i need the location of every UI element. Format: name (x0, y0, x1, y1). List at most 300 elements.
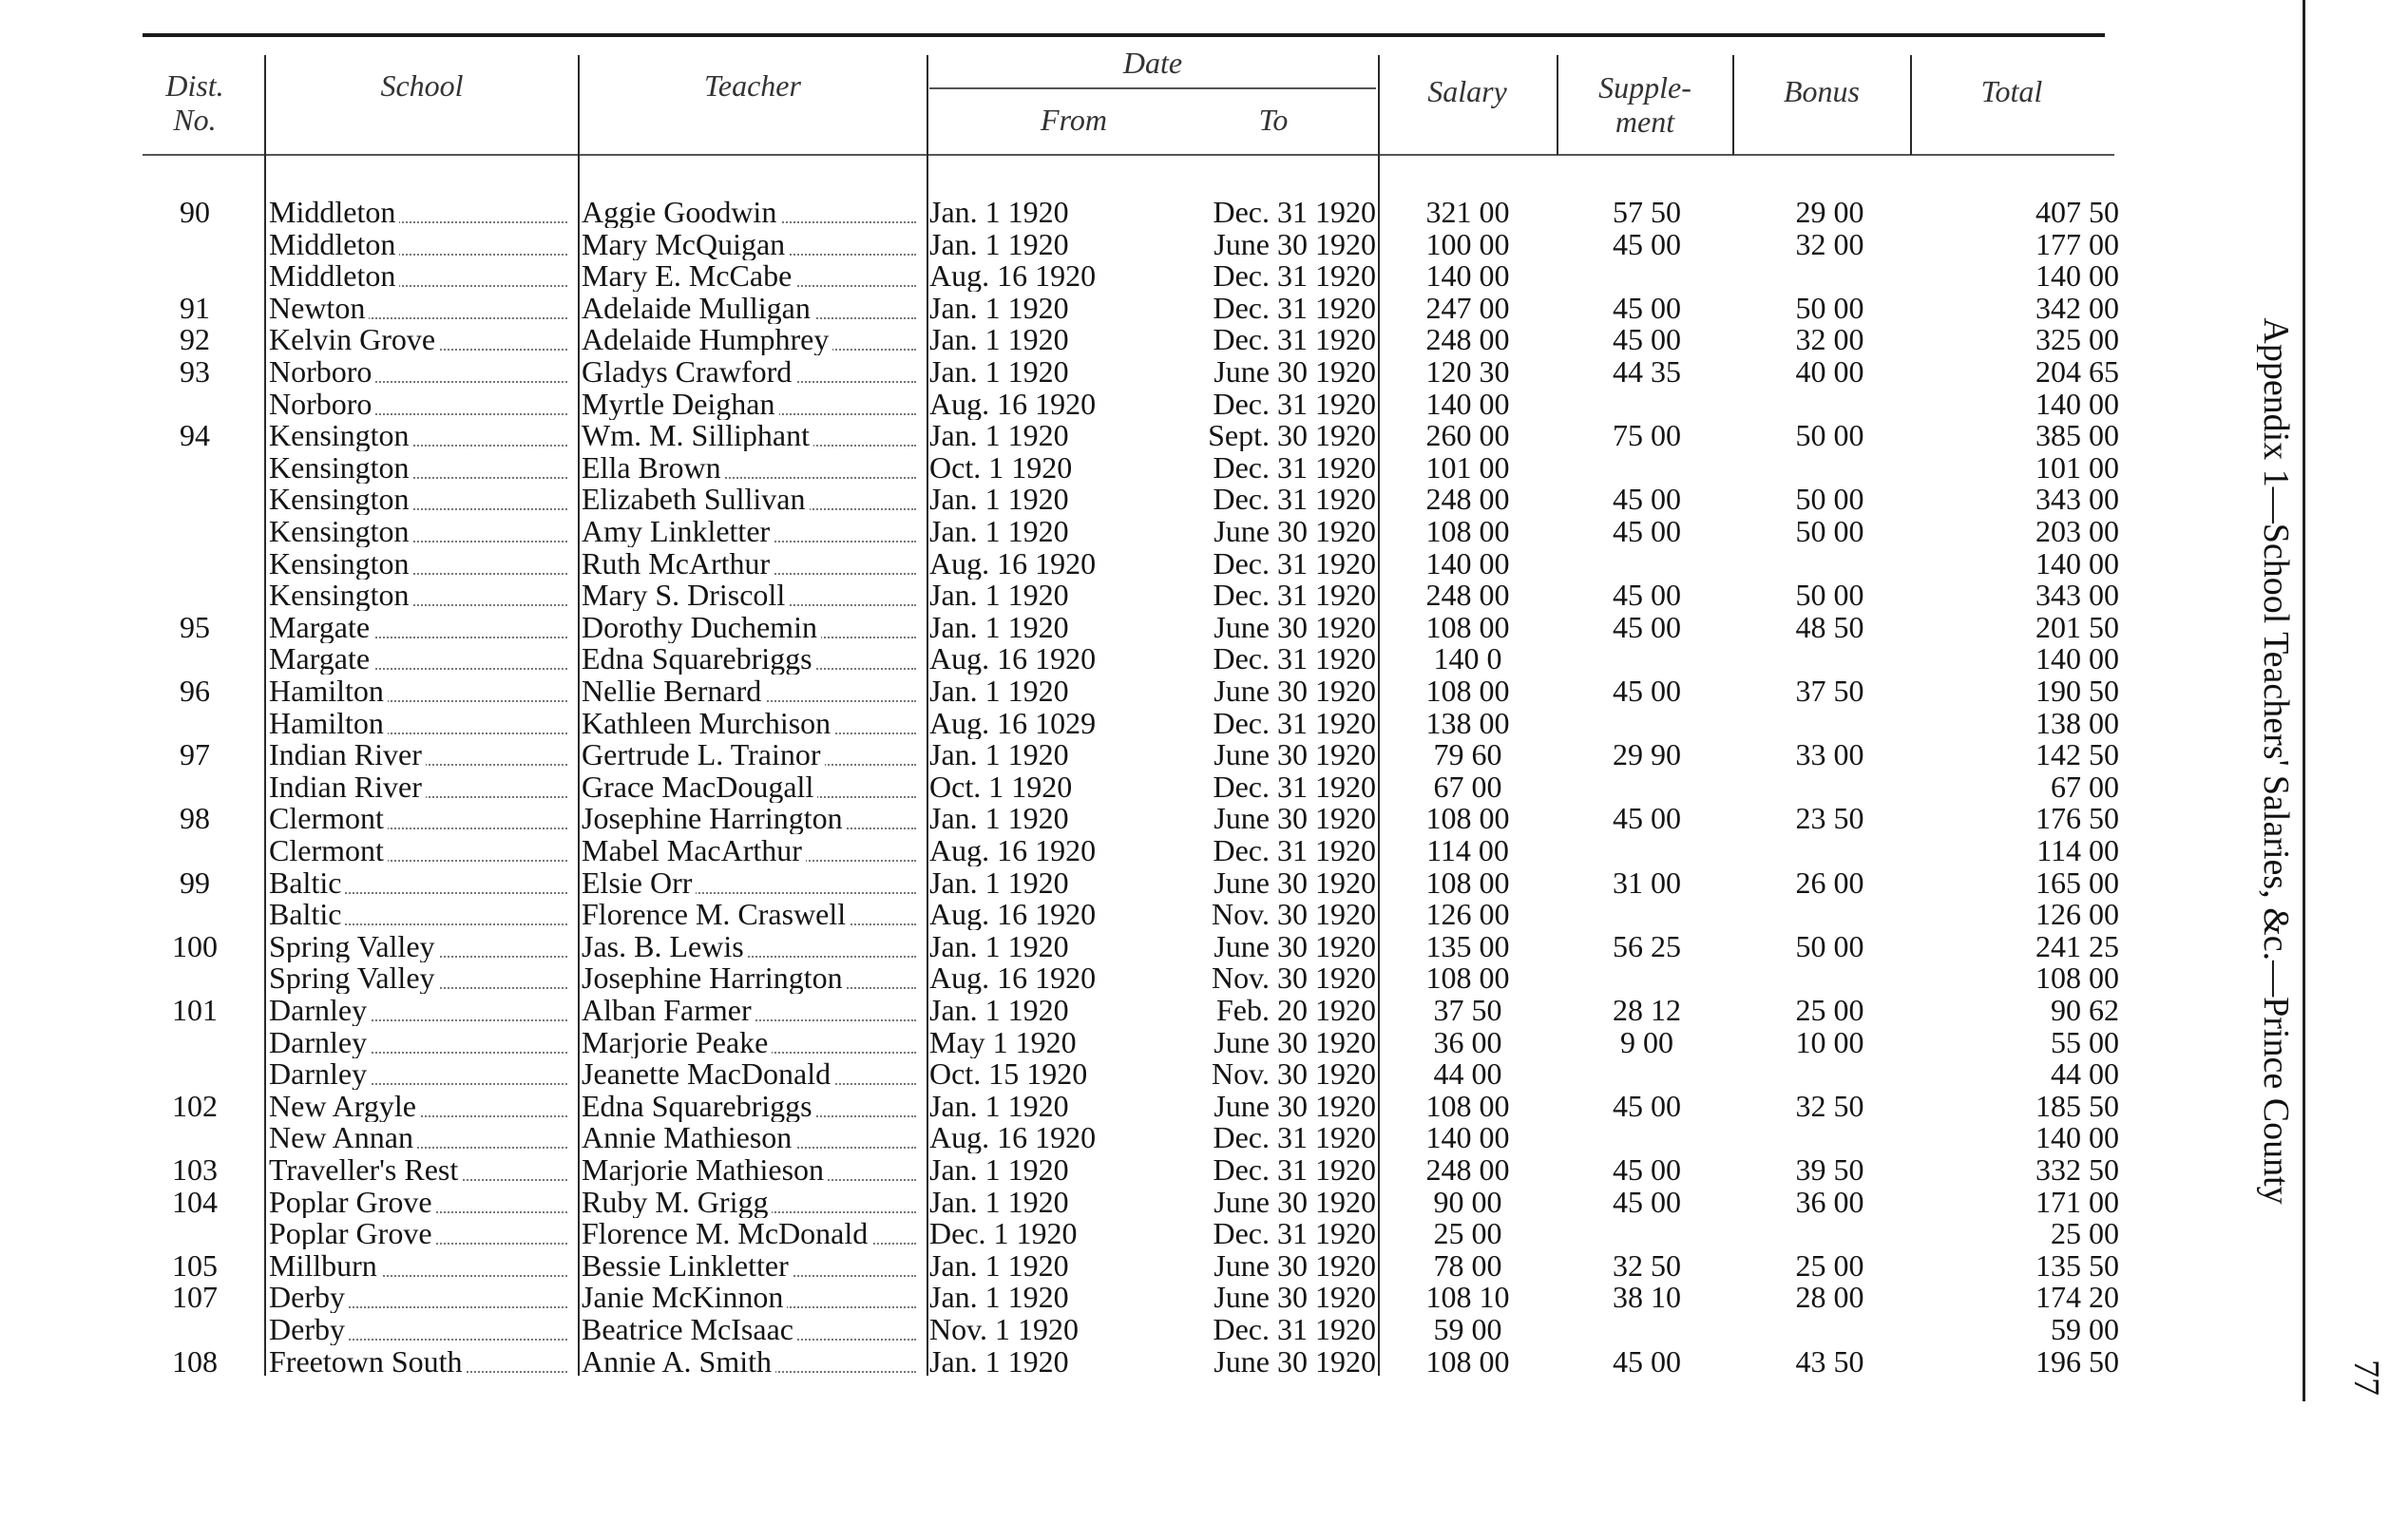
bonus-amount: 26 00 (1795, 866, 1864, 899)
school-name-text: Kensington (269, 516, 413, 547)
teacher-name-text: Josephine Harrington (582, 962, 847, 994)
total-amount: 126 00 (2035, 899, 2119, 931)
table-row (0, 548, 2319, 580)
total-amount: 241 25 (2035, 930, 2119, 962)
school-name-text: Derby (269, 1282, 349, 1313)
bonus-amount: 48 50 (1795, 611, 1864, 643)
school-name (269, 1187, 575, 1218)
table-row (0, 1058, 2319, 1090)
school-name (269, 643, 575, 675)
bonus-amount: 39 50 (1795, 1154, 1864, 1186)
teacher-name-text: Kathleen Murchison (582, 708, 834, 739)
table-row (0, 803, 2319, 834)
salary-amount: 248 00 (1425, 580, 1510, 612)
table-row (0, 356, 2319, 388)
supplement-amount: 29 90 (1613, 739, 1681, 771)
date-from: Jan. 1 1920 (929, 1282, 1069, 1314)
salary-amount: 108 00 (1425, 611, 1510, 643)
total-amount: 342 00 (2035, 292, 2119, 324)
dist-number: 99 (180, 866, 210, 899)
dist-number: 94 (180, 420, 210, 452)
salary-amount: 138 00 (1425, 707, 1510, 739)
date-to: June 30 1920 (1214, 356, 1376, 388)
school-name (269, 1091, 575, 1122)
school-name-text: Derby (269, 1314, 349, 1345)
date-from: Jan. 1 1920 (929, 675, 1069, 707)
header-dist-no: Dist. No. (165, 68, 224, 137)
total-amount: 44 00 (2051, 1058, 2119, 1091)
school-name (269, 452, 575, 484)
date-to: Dec. 31 1920 (1213, 388, 1376, 420)
date-to: June 30 1920 (1214, 1186, 1376, 1218)
date-to: June 30 1920 (1214, 739, 1376, 771)
school-name-text: Baltic (269, 867, 345, 899)
date-to: June 30 1920 (1214, 1090, 1376, 1122)
total-amount: 385 00 (2035, 420, 2119, 452)
school-name (269, 899, 575, 930)
teacher-name (582, 1091, 924, 1122)
salary-amount: 120 30 (1425, 356, 1510, 388)
date-from: Jan. 1 1920 (929, 1249, 1069, 1282)
school-name-text: Indian River (269, 739, 426, 771)
teacher-name (582, 739, 924, 771)
date-to: Nov. 30 1920 (1211, 899, 1376, 931)
school-name-text: Kensington (269, 452, 413, 484)
bonus-amount: 50 00 (1795, 484, 1864, 516)
total-amount: 140 00 (2035, 260, 2119, 293)
school-name-text: Newton (269, 293, 369, 324)
school-name-text: Poplar Grove (269, 1218, 436, 1249)
date-to: Dec. 31 1920 (1213, 835, 1376, 866)
header-supplement: Supple- ment (1598, 70, 1691, 139)
teacher-name (582, 197, 924, 228)
school-name (269, 1027, 575, 1058)
salary-amount: 108 00 (1425, 1345, 1510, 1378)
salary-amount: 321 00 (1425, 197, 1510, 228)
salary-amount: 126 00 (1425, 899, 1510, 931)
table-row (0, 1314, 2319, 1345)
total-amount: 140 00 (2035, 388, 2119, 420)
teacher-name (582, 260, 924, 292)
dist-number: 98 (180, 803, 210, 835)
total-amount: 140 00 (2035, 1122, 2119, 1154)
total-amount: 203 00 (2035, 516, 2119, 547)
dist-number: 90 (180, 197, 210, 228)
table-row (0, 1154, 2319, 1186)
school-name (269, 1154, 575, 1186)
teacher-name (582, 1058, 924, 1090)
salary-amount: 108 10 (1425, 1282, 1510, 1314)
header-teacher: Teacher (704, 68, 801, 103)
school-name-text: Margate (269, 612, 373, 643)
header-bonus: Bonus (1784, 74, 1860, 108)
total-amount: 55 00 (2051, 1026, 2119, 1058)
teacher-name-text: Gladys Crawford (582, 356, 795, 388)
teacher-name (582, 452, 924, 484)
date-to: Sept. 30 1920 (1208, 420, 1376, 452)
salary-amount: 25 00 (1433, 1218, 1502, 1250)
school-name (269, 995, 575, 1026)
school-name (269, 516, 575, 547)
bonus-amount: 28 00 (1795, 1282, 1864, 1314)
dist-number: 103 (172, 1154, 218, 1186)
salary-amount: 67 00 (1433, 771, 1502, 803)
bonus-amount: 50 00 (1795, 516, 1864, 547)
date-to: June 30 1920 (1214, 516, 1376, 547)
teacher-name-text: Mary E. McCabe (582, 260, 795, 292)
teacher-name-text: Jas. B. Lewis (582, 931, 748, 962)
date-sub-rule (929, 87, 1376, 89)
school-name-text: Middleton (269, 260, 399, 292)
supplement-amount: 75 00 (1613, 420, 1681, 452)
salary-amount: 140 00 (1425, 1122, 1510, 1154)
header-school: School (380, 68, 464, 103)
teacher-name-text: Dorothy Duchemin (582, 612, 821, 643)
dist-number: 100 (172, 930, 218, 962)
teacher-name (582, 420, 924, 451)
teacher-name-text: Ruby M. Grigg (582, 1187, 772, 1218)
teacher-name (582, 1187, 924, 1218)
salary-amount: 108 00 (1425, 1090, 1510, 1122)
school-name-text: Norboro (269, 356, 375, 388)
supplement-amount: 45 00 (1613, 1345, 1681, 1378)
total-amount: 25 00 (2051, 1218, 2119, 1250)
dist-number: 95 (180, 611, 210, 643)
table-row (0, 420, 2319, 451)
date-to: June 30 1920 (1214, 228, 1376, 260)
teacher-name-text: Mary S. Driscoll (582, 580, 789, 611)
dist-number: 105 (172, 1249, 218, 1282)
date-to: June 30 1920 (1214, 611, 1376, 643)
teacher-name-text: Marjorie Mathieson (582, 1154, 828, 1186)
header-date-to: To (1258, 103, 1289, 137)
date-to: Dec. 31 1920 (1213, 547, 1376, 580)
teacher-name-text: Nellie Bernard (582, 675, 765, 707)
date-from: Jan. 1 1920 (929, 611, 1069, 643)
dist-number: 101 (172, 995, 218, 1026)
teacher-name (582, 899, 924, 930)
teacher-name (582, 1250, 924, 1282)
date-to: Dec. 31 1920 (1213, 1218, 1376, 1250)
table-row (0, 484, 2319, 515)
teacher-name (582, 1282, 924, 1313)
teacher-name-text: Ella Brown (582, 452, 725, 484)
table-row (0, 899, 2319, 930)
date-from: Aug. 16 1920 (929, 547, 1097, 580)
school-name-text: Kensington (269, 420, 413, 451)
teacher-name-text: Elsie Orr (582, 867, 696, 899)
page-number: 77 (2346, 1360, 2386, 1396)
date-to: Nov. 30 1920 (1211, 1058, 1376, 1091)
school-name (269, 803, 575, 834)
school-name-text: Darnley (269, 995, 371, 1026)
date-to: Dec. 31 1920 (1213, 771, 1376, 803)
bonus-amount: 10 00 (1795, 1026, 1864, 1058)
teacher-name (582, 516, 924, 547)
salary-amount: 79 60 (1433, 739, 1502, 771)
total-amount: 108 00 (2035, 962, 2119, 995)
teacher-name-text: Annie Mathieson (582, 1122, 795, 1153)
total-amount: 114 00 (2036, 835, 2119, 866)
school-name (269, 1218, 575, 1249)
table-row (0, 1187, 2319, 1218)
school-name (269, 1346, 575, 1378)
salary-amount: 114 00 (1426, 835, 1509, 866)
table-row (0, 675, 2319, 707)
salary-amount: 78 00 (1433, 1249, 1502, 1282)
bonus-amount: 50 00 (1795, 580, 1864, 612)
teacher-name-text: Beatrice McIsaac (582, 1314, 797, 1345)
school-name (269, 675, 575, 707)
teacher-name-text: Gertrude L. Trainor (582, 739, 825, 771)
table-row (0, 708, 2319, 739)
teacher-name-text: Bessie Linkletter (582, 1250, 793, 1282)
dist-number: 102 (172, 1090, 218, 1122)
total-amount: 204 65 (2035, 356, 2119, 388)
school-name (269, 708, 575, 739)
table-row (0, 229, 2319, 260)
date-from: Aug. 16 1920 (929, 835, 1097, 866)
table-row (0, 260, 2319, 292)
teacher-name (582, 484, 924, 515)
total-amount: 140 00 (2035, 547, 2119, 580)
bonus-amount: 37 50 (1795, 675, 1864, 707)
date-from: Oct. 1 1920 (929, 451, 1073, 484)
salary-amount: 36 00 (1433, 1026, 1502, 1058)
total-amount: 140 00 (2035, 643, 2119, 675)
date-from: Nov. 1 1920 (929, 1314, 1080, 1345)
date-from: Aug. 16 1920 (929, 643, 1097, 675)
salary-amount: 37 50 (1433, 995, 1502, 1026)
school-name-text: Traveller's Rest (269, 1154, 462, 1186)
supplement-amount: 45 00 (1613, 484, 1681, 516)
school-name (269, 867, 575, 899)
school-name (269, 1058, 575, 1090)
school-name (269, 1282, 575, 1313)
salary-amount: 135 00 (1425, 930, 1510, 962)
date-to: Dec. 31 1920 (1213, 292, 1376, 324)
supplement-amount: 31 00 (1613, 866, 1681, 899)
date-to: June 30 1920 (1214, 930, 1376, 962)
date-from: Oct. 15 1920 (929, 1058, 1088, 1091)
date-from: Jan. 1 1920 (929, 356, 1069, 388)
table-row (0, 739, 2319, 771)
date-from: Oct. 1 1920 (929, 771, 1073, 803)
school-name (269, 229, 575, 260)
dist-number: 92 (180, 324, 210, 356)
table-row (0, 293, 2319, 324)
date-to: Dec. 31 1920 (1213, 1122, 1376, 1154)
supplement-amount: 45 00 (1613, 516, 1681, 547)
bonus-amount: 33 00 (1795, 739, 1864, 771)
teacher-name (582, 229, 924, 260)
supplement-amount: 45 00 (1613, 675, 1681, 707)
total-amount: 343 00 (2035, 484, 2119, 516)
teacher-name-text: Florence M. McDonald (582, 1218, 871, 1249)
header-salary: Salary (1427, 74, 1507, 108)
teacher-name (582, 1346, 924, 1378)
school-name-text: Middleton (269, 197, 399, 228)
school-name (269, 931, 575, 962)
teacher-name (582, 835, 924, 866)
date-from: May 1 1920 (929, 1026, 1077, 1058)
teacher-name-text: Edna Squarebriggs (582, 643, 816, 675)
school-name-text: Spring Valley (269, 931, 439, 962)
date-to: Dec. 31 1920 (1213, 643, 1376, 675)
salary-amount: 140 00 (1425, 260, 1510, 293)
supplement-amount: 9 00 (1620, 1026, 1673, 1058)
teacher-name (582, 867, 924, 899)
teacher-name (582, 931, 924, 962)
school-name (269, 835, 575, 866)
date-from: Jan. 1 1920 (929, 1154, 1069, 1186)
teacher-name-text: Ruth McArthur (582, 548, 774, 580)
table-row (0, 324, 2319, 355)
school-name-text: Baltic (269, 899, 345, 930)
date-to: June 30 1920 (1214, 1026, 1376, 1058)
supplement-amount: 45 00 (1613, 803, 1681, 835)
date-from: Jan. 1 1920 (929, 739, 1069, 771)
bonus-amount: 43 50 (1795, 1345, 1864, 1378)
school-name-text: Norboro (269, 389, 375, 420)
bonus-amount: 50 00 (1795, 292, 1864, 324)
bonus-amount: 25 00 (1795, 995, 1864, 1026)
teacher-name (582, 1314, 924, 1345)
teacher-name-text: Edna Squarebriggs (582, 1091, 816, 1122)
teacher-name (582, 612, 924, 643)
school-name-text: Darnley (269, 1027, 371, 1058)
table-row (0, 389, 2319, 420)
dist-number: 108 (172, 1345, 218, 1378)
total-amount: 177 00 (2035, 228, 2119, 260)
school-name-text: New Annan (269, 1122, 417, 1153)
date-to: Dec. 31 1920 (1213, 451, 1376, 484)
teacher-name-text: Mabel MacArthur (582, 835, 806, 866)
bonus-amount: 23 50 (1795, 803, 1864, 835)
teacher-name (582, 771, 924, 803)
bonus-amount: 29 00 (1795, 197, 1864, 228)
teacher-name-text: Aggie Goodwin (582, 197, 780, 228)
total-amount: 343 00 (2035, 580, 2119, 612)
teacher-name-text: Adelaide Mulligan (582, 293, 814, 324)
date-from: Jan. 1 1920 (929, 930, 1069, 962)
header-total: Total (1980, 74, 2043, 108)
date-from: Jan. 1 1920 (929, 484, 1069, 516)
salary-amount: 248 00 (1425, 484, 1510, 516)
school-name (269, 739, 575, 771)
salary-amount: 140 0 (1433, 643, 1502, 675)
teacher-name-text: Jeanette MacDonald (582, 1058, 834, 1090)
teacher-name-text: Elizabeth Sullivan (582, 484, 810, 515)
teacher-name (582, 1122, 924, 1153)
teacher-name (582, 1154, 924, 1186)
salary-amount: 108 00 (1425, 675, 1510, 707)
table-row (0, 1091, 2319, 1122)
total-amount: 67 00 (2051, 771, 2119, 803)
supplement-amount: 45 00 (1613, 580, 1681, 612)
table-row (0, 197, 2319, 228)
teacher-name (582, 1027, 924, 1058)
supplement-amount: 45 00 (1613, 1090, 1681, 1122)
school-name-text: Indian River (269, 771, 426, 803)
table-row (0, 962, 2319, 994)
school-name (269, 548, 575, 580)
supplement-amount: 38 10 (1613, 1282, 1681, 1314)
school-name-text: Millburn (269, 1250, 381, 1282)
dist-number: 97 (180, 739, 210, 771)
salary-amount: 248 00 (1425, 324, 1510, 356)
dist-number: 107 (172, 1282, 218, 1314)
date-to: Dec. 31 1920 (1213, 324, 1376, 356)
total-amount: 135 50 (2035, 1249, 2119, 1282)
total-amount: 185 50 (2035, 1090, 2119, 1122)
total-amount: 174 20 (2035, 1282, 2119, 1314)
supplement-amount: 56 25 (1613, 930, 1681, 962)
supplement-amount: 45 00 (1613, 611, 1681, 643)
total-amount: 190 50 (2035, 675, 2119, 707)
bonus-amount: 50 00 (1795, 420, 1864, 452)
bonus-amount: 32 50 (1795, 1090, 1864, 1122)
salary-amount: 260 00 (1425, 420, 1510, 452)
dist-number: 104 (172, 1186, 218, 1218)
school-name-text: Spring Valley (269, 962, 439, 994)
date-to: Nov. 30 1920 (1211, 962, 1376, 995)
teacher-name-text: Annie A. Smith (582, 1346, 775, 1378)
school-name-text: Clermont (269, 835, 388, 866)
top-rule (143, 33, 2105, 37)
table-row (0, 771, 2319, 803)
table-row (0, 1282, 2319, 1313)
table-row (0, 1122, 2319, 1153)
supplement-amount: 28 12 (1613, 995, 1681, 1026)
school-name (269, 389, 575, 420)
date-from: Aug. 16 1920 (929, 899, 1097, 931)
page-edge-rule (2303, 0, 2305, 1401)
running-title: Appendix 1—School Teachers' Salaries, &c.—Prince County (2256, 317, 2296, 1205)
date-from: Jan. 1 1920 (929, 516, 1069, 547)
supplement-amount: 32 50 (1613, 1249, 1681, 1282)
date-from: Jan. 1 1920 (929, 197, 1069, 228)
school-name-text: Kensington (269, 484, 413, 515)
table-row (0, 995, 2319, 1026)
teacher-name-text: Mary McQuigan (582, 229, 789, 260)
date-from: Dec. 1 1920 (929, 1218, 1078, 1250)
dist-number: 93 (180, 356, 210, 388)
table-row (0, 516, 2319, 547)
school-name (269, 293, 575, 324)
date-to: Dec. 31 1920 (1213, 1314, 1376, 1345)
supplement-amount: 45 00 (1613, 324, 1681, 356)
date-from: Jan. 1 1920 (929, 1090, 1069, 1122)
total-amount: 90 62 (2051, 995, 2119, 1026)
school-name (269, 260, 575, 292)
total-amount: 165 00 (2035, 866, 2119, 899)
date-from: Jan. 1 1920 (929, 1186, 1069, 1218)
table-row (0, 835, 2319, 866)
total-amount: 196 50 (2035, 1345, 2119, 1378)
date-from: Aug. 16 1920 (929, 962, 1097, 995)
bonus-amount: 50 00 (1795, 930, 1864, 962)
salary-amount: 247 00 (1425, 292, 1510, 324)
table-row (0, 1346, 2319, 1378)
teacher-name (582, 1218, 924, 1249)
salary-amount: 101 00 (1425, 451, 1510, 484)
salary-amount: 90 00 (1433, 1186, 1502, 1218)
total-amount: 138 00 (2035, 707, 2119, 739)
bonus-amount: 32 00 (1795, 324, 1864, 356)
school-name (269, 484, 575, 515)
bonus-amount: 36 00 (1795, 1186, 1864, 1218)
